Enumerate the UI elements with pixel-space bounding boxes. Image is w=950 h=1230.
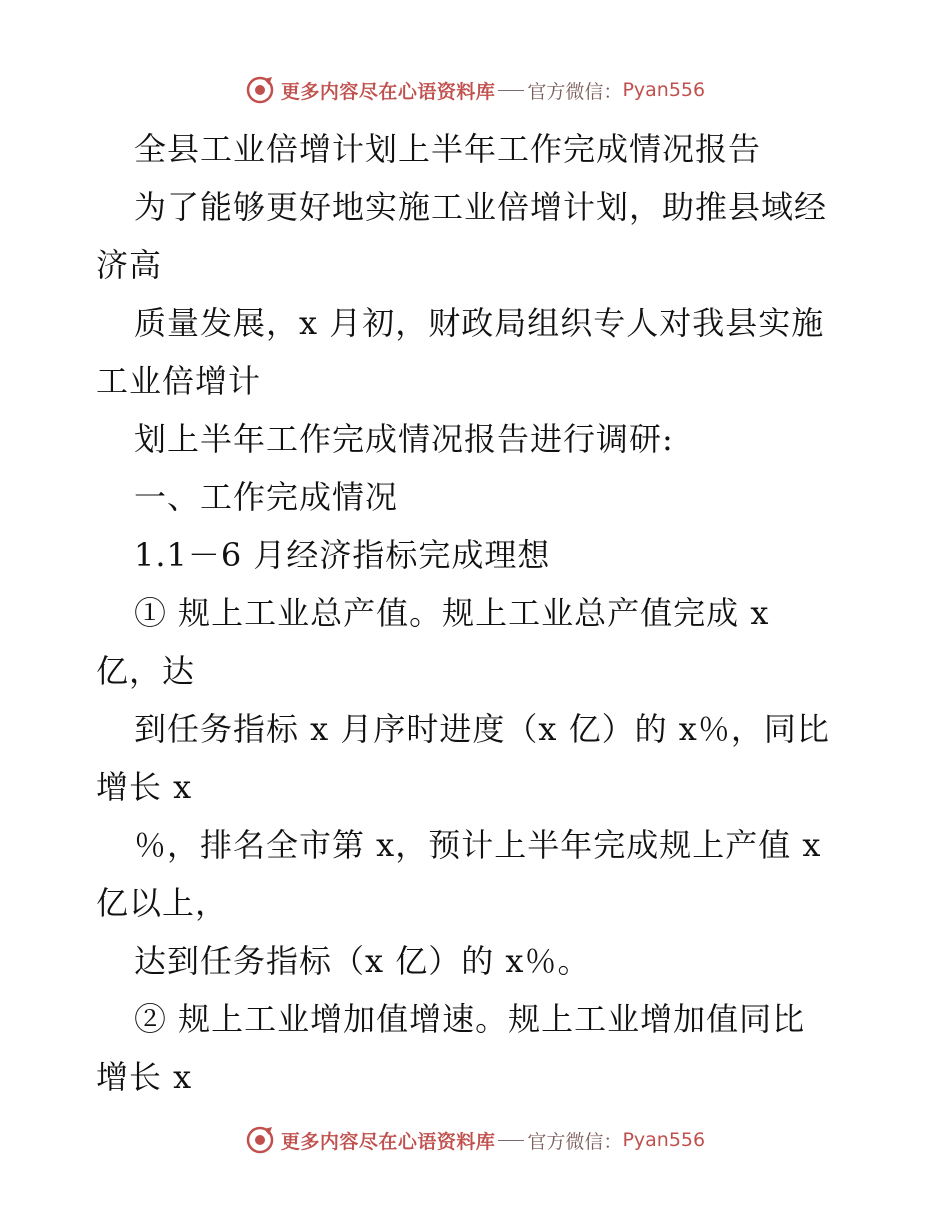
banner-dash	[498, 90, 524, 91]
banner-dash	[498, 1140, 524, 1141]
quill-logo-icon	[245, 1125, 275, 1155]
text-line: ① 规上工业总产值。规上工业总产值完成 x	[134, 594, 770, 632]
text-line: 增长 x	[96, 1058, 193, 1096]
subsection-heading: 1.1－6 月经济指标完成理想	[134, 536, 551, 574]
wechat-label: 官方微信：	[527, 80, 623, 103]
text-line: ％，排名全市第 x，预计上半年完成规上产值 x	[134, 826, 822, 864]
document-title: 全县工业倍增计划上半年工作完成情况报告	[134, 130, 762, 168]
text-line: 到任务指标 x 月序时进度（x 亿）的 x％，同比	[134, 710, 830, 748]
text-line: 质量发展，x 月初，财政局组织专人对我县实施	[134, 304, 825, 342]
text-line: 达到任务指标（x 亿）的 x％。	[134, 942, 591, 980]
text-line: 为了能够更好地实施工业倍增计划，助推县域经	[134, 188, 828, 226]
document-body	[96, 120, 856, 1106]
text-line: 济高	[96, 246, 163, 284]
text-line: 亿，达	[96, 652, 196, 690]
text-line: ② 规上工业增加值增速。规上工业增加值同比	[134, 1000, 806, 1038]
footer-watermark-banner	[0, 1120, 950, 1160]
quill-logo-icon	[245, 75, 275, 105]
text-line: 增长 x	[96, 768, 193, 806]
header-watermark-banner	[0, 70, 950, 110]
text-line: 亿以上，	[96, 884, 229, 922]
promo-text: 更多内容尽在心语资料库	[280, 1130, 496, 1153]
wechat-account: Pyan556	[622, 1129, 706, 1151]
wechat-account: Pyan556	[622, 79, 706, 101]
text-line: 工业倍增计	[96, 362, 262, 400]
text-line: 划上半年工作完成情况报告进行调研:	[134, 420, 674, 458]
section-heading: 一、工作完成情况	[134, 478, 399, 516]
wechat-label: 官方微信：	[527, 1130, 623, 1153]
promo-text: 更多内容尽在心语资料库	[280, 80, 496, 103]
